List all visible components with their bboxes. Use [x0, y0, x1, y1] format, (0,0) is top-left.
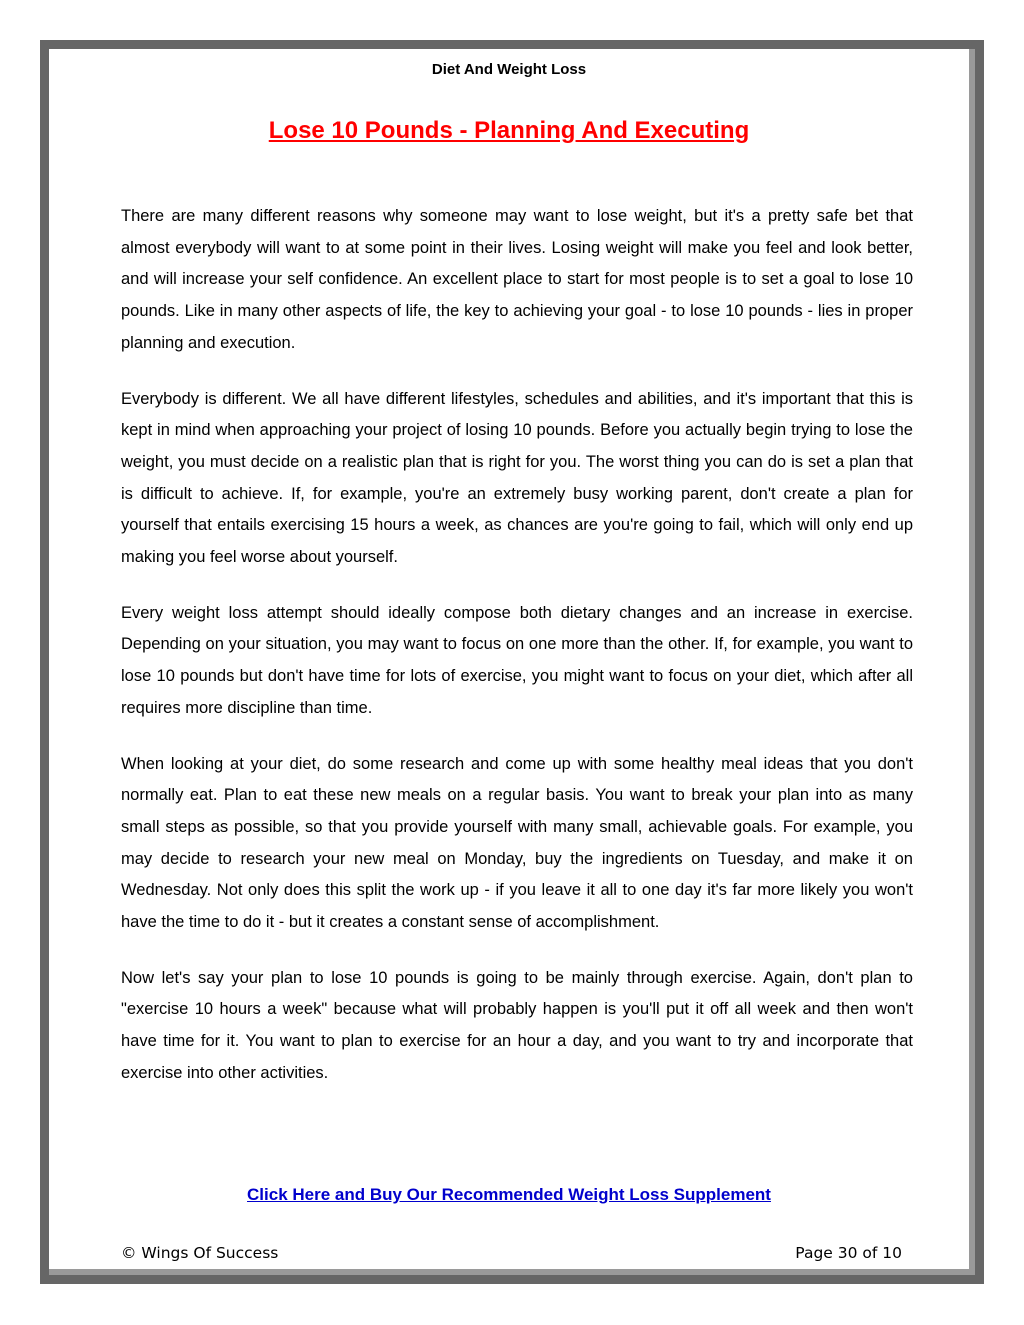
- running-header: Diet And Weight Loss: [431, 61, 587, 78]
- page-frame: [40, 40, 984, 1284]
- page-number: Page 30 of 10: [795, 1244, 902, 1262]
- paragraph-3: Every weight loss attempt should ideally compose both dietary changes and an increase in exercise. Depending on your situation, you may want to focus on one more than the other. If, for example, you want to lose 10 pounds but don't have time for lots of exercise, you might want to focus on your diet, which after all requires more discipline than time.: [121, 603, 913, 717]
- paragraph-2: Everybody is different. We all have different lifestyles, schedules and abilities, and it's important that this is kept in mind when approaching your project of losing 10 pounds. Before you actually begin trying to lose the weight, you must decide on a realistic plan that is right for you. The worst thing you can do is set a plan that is difficult to achieve. If, for example, you're an extremely busy working parent, don't create a plan for yourself that entails exercising 15 hours a week, as chances are you're going to fail, which will only end up making you feel worse about yourself.: [121, 389, 913, 567]
- paragraph-1: There are many different reasons why someone may want to lose weight, but it's a pretty safe bet that almost everybody will want to at some point in their lives. Losing weight will make you feel and look better, and will increase your self confidence. An excellent place to start for most people is to set a goal to lose 10 pounds. Like in many other aspects of life, the key to achieving your goal - to lose 10 pounds - lies in proper planning and execution.: [121, 207, 913, 352]
- article-title: Lose 10 Pounds - Planning And Executing: [268, 117, 750, 144]
- article-body: [121, 201, 913, 1114]
- paragraph-5: Now let's say your plan to lose 10 pounds is going to be mainly through exercise. Again, don't plan to "exercise 10 hours a week" because what will probably happen is you'll put it off all week and then won't have time for it. You want to plan to exercise for an hour a day, and you want to try and incorporate that exercise into other activities.: [121, 968, 913, 1082]
- buy-supplement-link[interactable]: Click Here and Buy Our Recommended Weight Loss Supplement: [247, 1185, 771, 1204]
- copyright-text: © Wings Of Success: [121, 1244, 279, 1262]
- page: [49, 49, 975, 1275]
- paragraph-4: When looking at your diet, do some research and come up with some healthy meal ideas that you don't normally eat. Plan to eat these new meals on a regular basis. You want to break your plan into as many small steps as possible, so that you provide yourself with many small, achievable goals. For example, you may decide to research your new meal on Monday, buy the ingredients on Tuesday, and make it on Wednesday. Not only does this split the work up - if you leave it all to one day it's far more likely you won't have the time to do it - but it creates a constant sense of accomplishment.: [121, 754, 913, 932]
